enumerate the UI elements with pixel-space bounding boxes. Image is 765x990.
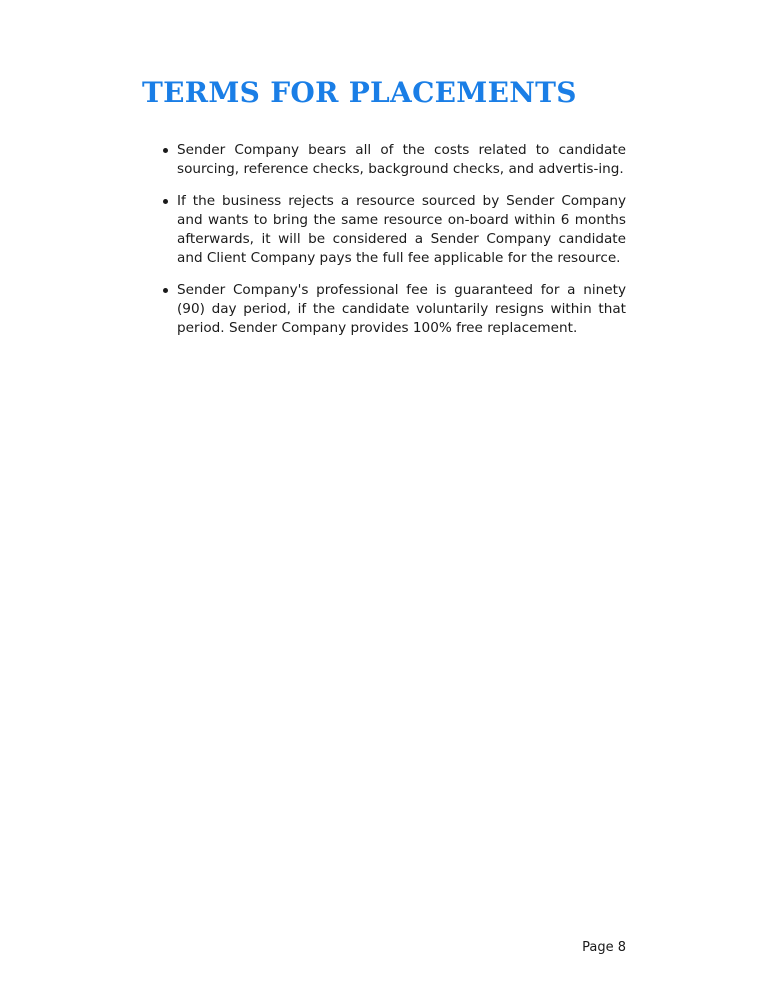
term-text: Sender Company bears all of the costs related to candidate sourcing, reference checks, background checks, and advertis-ing. — [177, 142, 626, 177]
page-title: TERMS FOR PLACEMENTS — [142, 76, 577, 109]
bullet-icon — [163, 148, 168, 153]
terms-list — [160, 141, 626, 351]
list-item — [160, 192, 626, 268]
term-text: Sender Company's professional fee is guaranteed for a ninety (90) day period, if the candidate voluntarily resigns within that period. Sender Company provides 100% free replacement. — [177, 282, 626, 336]
page-number: Page 8 — [582, 940, 626, 955]
bullet-icon — [163, 199, 168, 204]
list-item — [160, 141, 626, 179]
list-item — [160, 281, 626, 338]
term-text: If the business rejects a resource sourced by Sender Company and wants to bring the same resource on-board within 6 months afterwards, it will be considered a Sender Company candidate and Client Company pays the full fee applicable for the resource. — [177, 193, 626, 266]
bullet-icon — [163, 288, 168, 293]
